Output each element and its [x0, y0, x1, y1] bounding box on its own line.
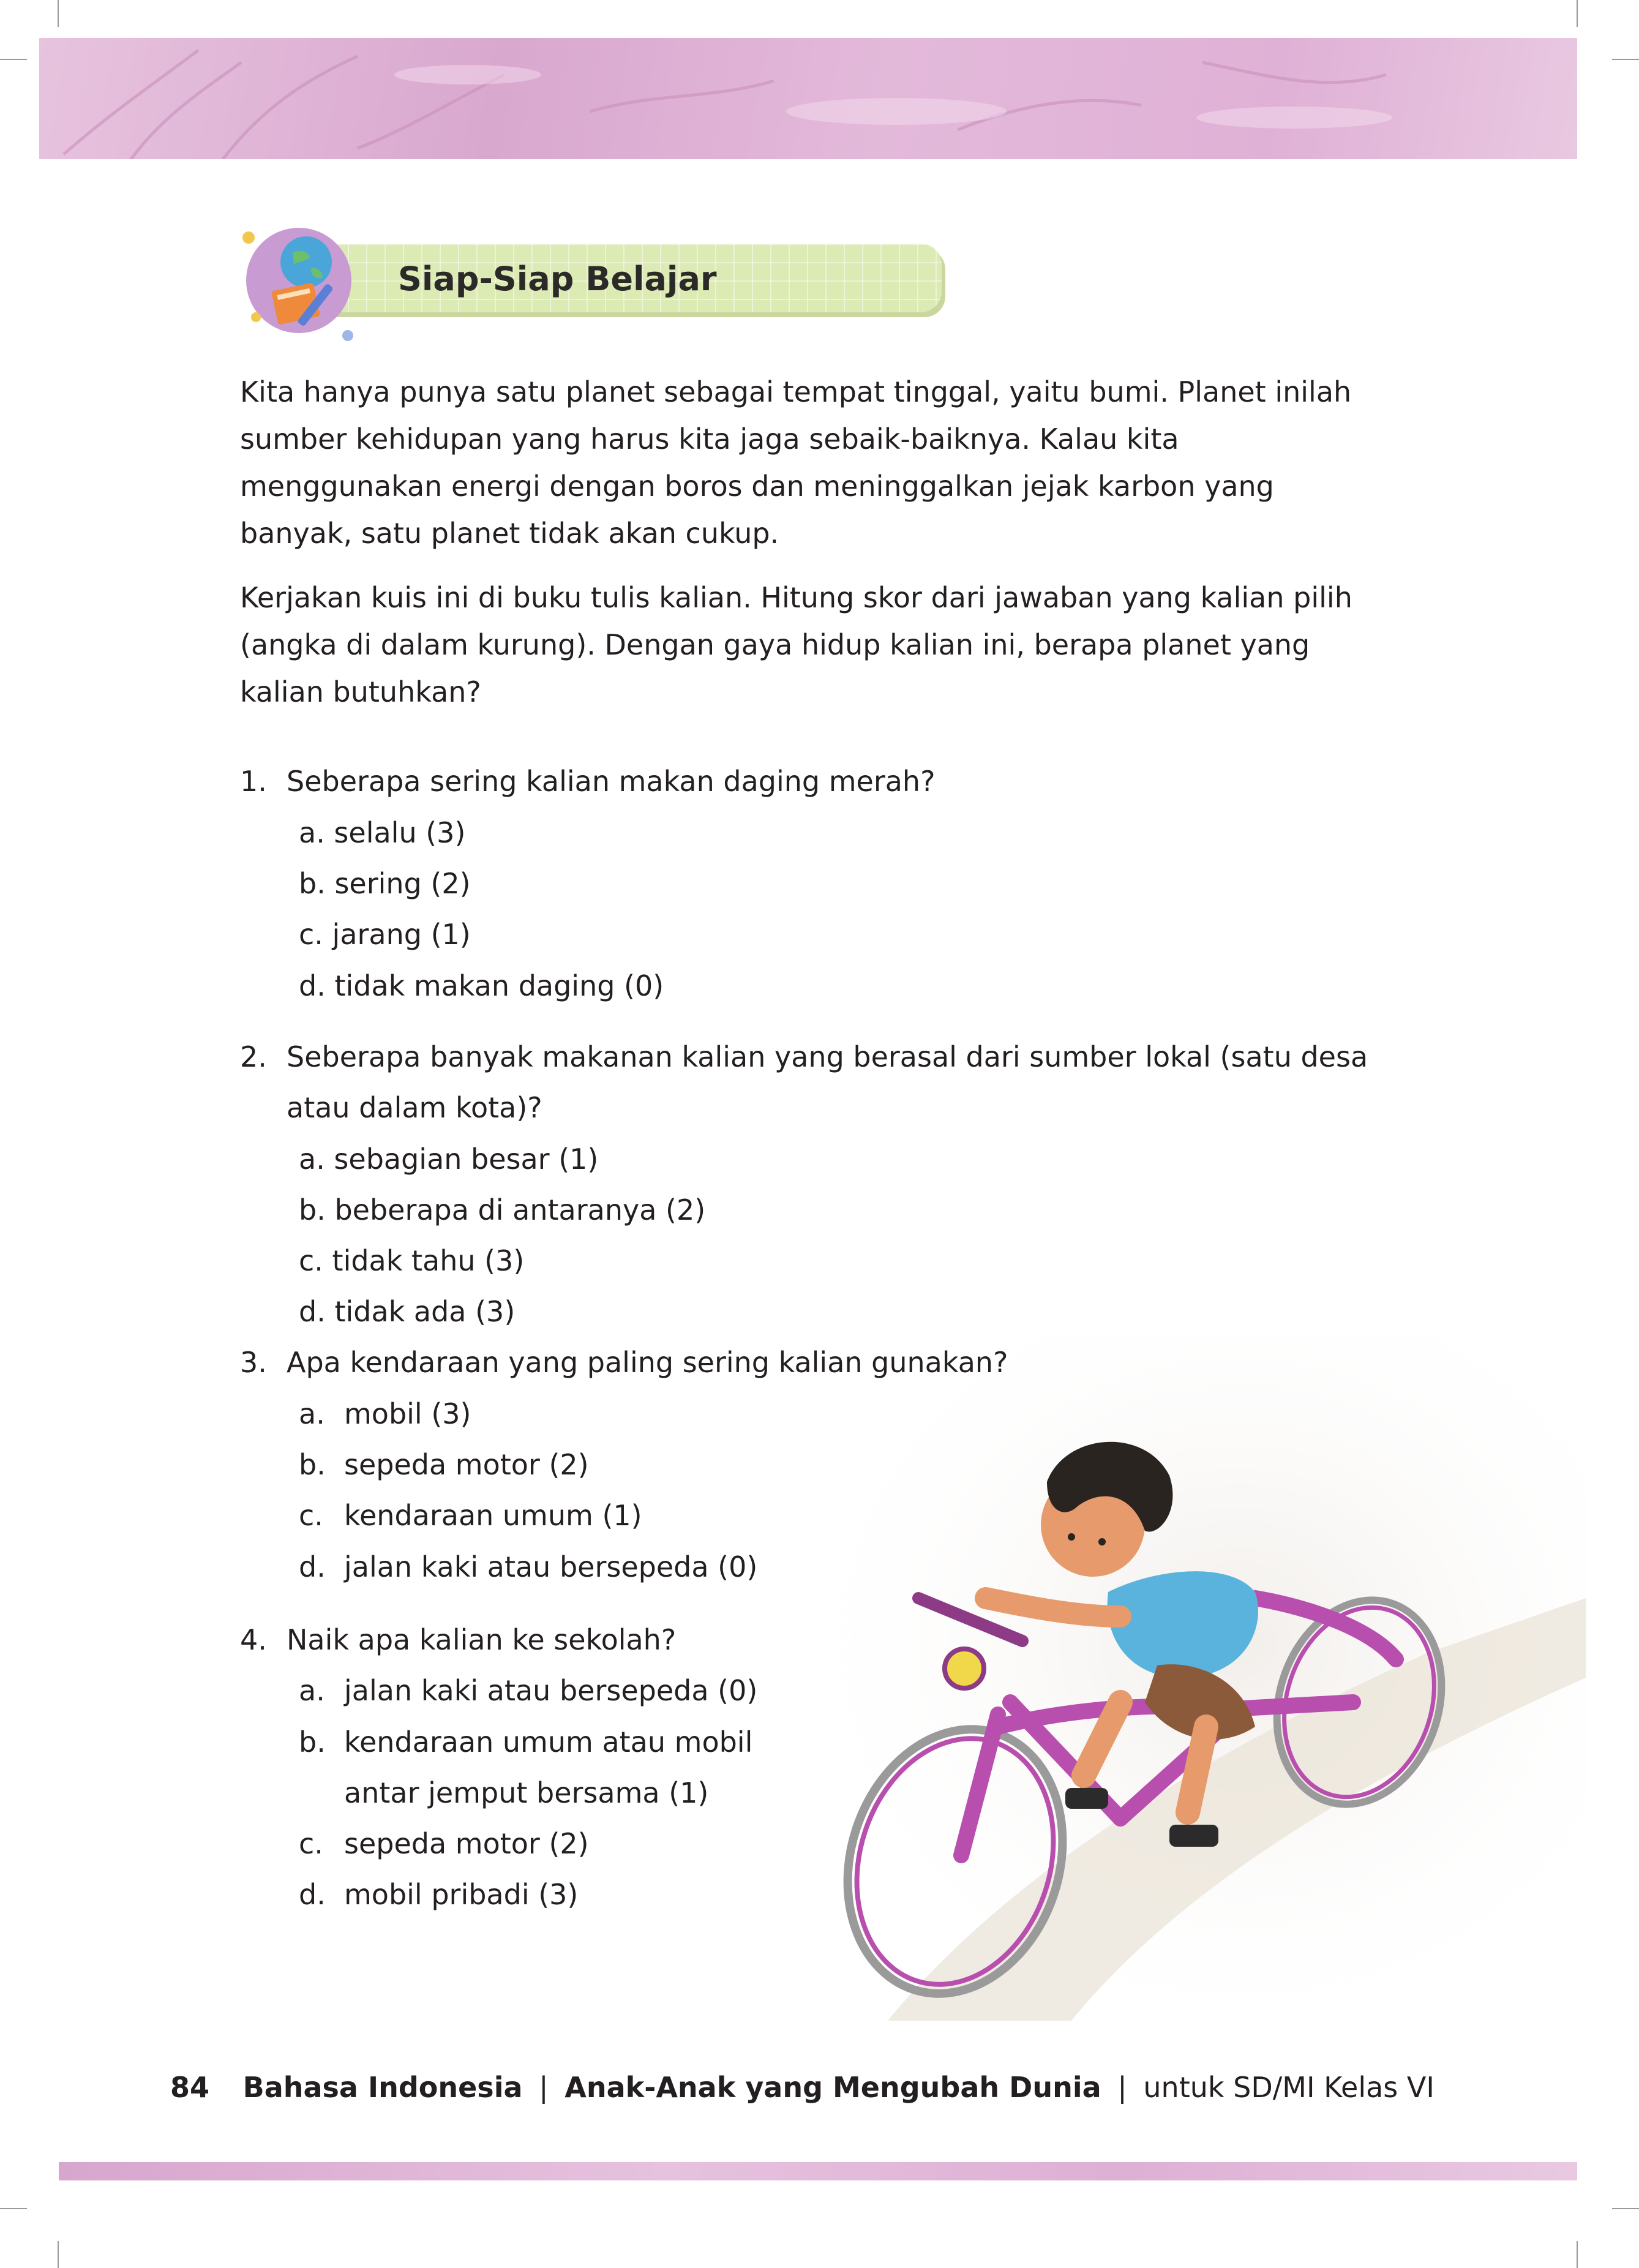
question-number: 2.	[240, 1040, 267, 1073]
answer-option: d. tidak ada (3)	[299, 1295, 516, 1328]
section-title: Siap-Siap Belajar	[398, 260, 717, 298]
answer-option: sepeda motor (2)	[344, 1827, 589, 1860]
crop-mark	[0, 59, 27, 60]
intro-paragraph-1: Kita hanya punya satu planet sebagai tempat tinggal, yaitu bumi. Planet inilah sumber kehidupan yang harus kita jaga sebaik-baiknya. Kalau kita menggunakan energi dengan boros dan meninggalkan jejak karbon yang banyak, satu planet tidak akan cukup.	[240, 375, 1352, 550]
question-text-continued: atau dalam kota)?	[287, 1091, 542, 1124]
question-text: Seberapa sering kalian makan daging merah?	[287, 765, 936, 798]
crop-mark	[58, 2241, 59, 2268]
footer-grade: untuk SD/MI Kelas VI	[1143, 2071, 1435, 2104]
question-number: 1.	[240, 765, 267, 798]
footer-decor-band	[59, 2162, 1577, 2180]
answer-option: jalan kaki atau bersepeda (0)	[344, 1550, 758, 1583]
footer-book-title: Anak-Anak yang Mengubah Dunia	[564, 2071, 1101, 2104]
page-footer	[170, 2071, 1435, 2104]
answer-option: c. jarang (1)	[299, 918, 471, 951]
answer-option-letter: a.	[299, 1674, 325, 1707]
crop-mark	[58, 0, 59, 27]
answer-option: a. selalu (3)	[299, 816, 466, 849]
answer-option-letter: d.	[299, 1878, 326, 1911]
page-number: 84	[170, 2071, 210, 2104]
answer-option: a. sebagian besar (1)	[299, 1143, 599, 1176]
globe-books-icon	[238, 219, 360, 342]
answer-option-letter: d.	[299, 1550, 326, 1583]
answer-option: c. tidak tahu (3)	[299, 1244, 525, 1277]
question-4	[240, 1621, 1403, 1658]
header-decor-band	[39, 38, 1577, 159]
answer-option: mobil pribadi (3)	[344, 1878, 579, 1911]
answer-option-letter: c.	[299, 1499, 323, 1532]
question-number: 4.	[240, 1623, 267, 1656]
answer-option: mobil (3)	[344, 1397, 471, 1430]
crop-mark	[1577, 0, 1578, 27]
answer-option: b. sering (2)	[299, 867, 471, 900]
answer-option: d. tidak makan daging (0)	[299, 969, 664, 1002]
crop-mark	[1612, 59, 1639, 60]
crop-mark	[1612, 2208, 1639, 2209]
section-heading	[238, 219, 960, 329]
answer-option: sepeda motor (2)	[344, 1448, 589, 1481]
question-text: Naik apa kalian ke sekolah?	[287, 1623, 677, 1656]
crop-mark	[0, 2208, 27, 2209]
question-text: Seberapa banyak makanan kalian yang berasal dari sumber lokal (satu desa	[287, 1040, 1368, 1073]
intro-paragraph-2: Kerjakan kuis ini di buku tulis kalian. Hitung skor dari jawaban yang kalian pilih (angka di dalam kurung). Dengan gaya hidup kalian ini, berapa planet yang kalian butuhkan?	[240, 581, 1352, 708]
footer-subject: Bahasa Indonesia	[242, 2071, 523, 2104]
footer-divider: |	[1117, 2071, 1127, 2104]
question-2	[240, 1038, 1403, 1075]
answer-option: jalan kaki atau bersepeda (0)	[344, 1674, 758, 1707]
leaf-texture	[39, 38, 1577, 159]
footer-divider: |	[539, 2071, 549, 2104]
answer-option-letter: b.	[299, 1725, 326, 1759]
answer-option-continued: antar jemput bersama (1)	[344, 1776, 709, 1809]
question-text: Apa kendaraan yang paling sering kalian gunakan?	[287, 1346, 1008, 1379]
question-3	[240, 1344, 1403, 1381]
question-1	[240, 763, 1403, 800]
answer-option-letter: b.	[299, 1448, 326, 1481]
answer-option: kendaraan umum (1)	[344, 1499, 642, 1532]
boy-on-bicycle-illustration	[814, 1335, 1586, 2021]
crop-mark	[1577, 2241, 1578, 2268]
question-number: 3.	[240, 1346, 267, 1379]
answer-option: b. beberapa di antaranya (2)	[299, 1193, 706, 1226]
answer-option-letter: a.	[299, 1397, 325, 1430]
answer-option-letter: c.	[299, 1827, 323, 1860]
answer-option: kendaraan umum atau mobil	[344, 1725, 753, 1759]
